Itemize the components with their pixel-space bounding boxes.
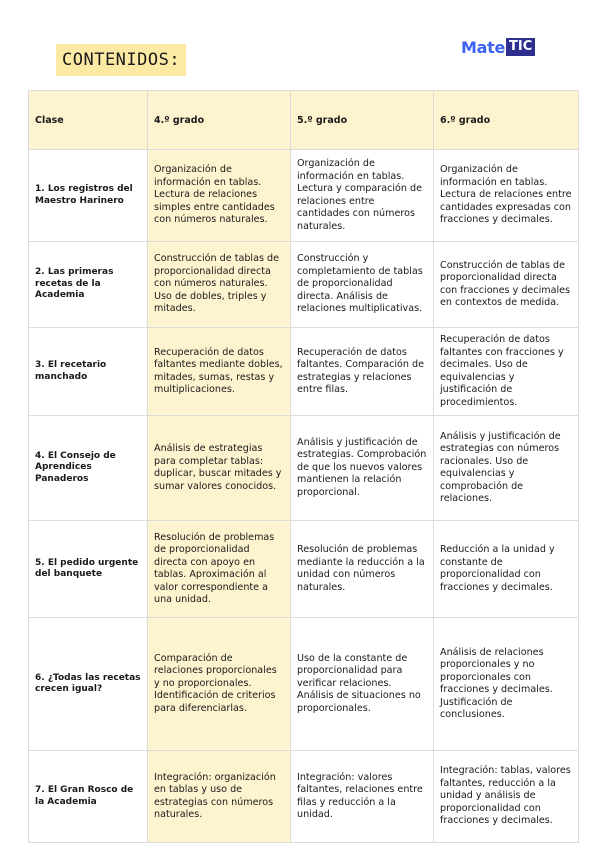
clase-cell: 2. Las primeras recetas de la Academia xyxy=(29,242,148,328)
grado-4-cell: Integración: organización en tablas y uso de estrategias con números naturales. xyxy=(148,751,291,843)
column-header-clase: Clase xyxy=(29,91,148,150)
table-row xyxy=(29,751,579,843)
contents-table xyxy=(28,90,579,843)
table-row xyxy=(29,150,579,242)
logo-text-tic: TIC xyxy=(506,38,535,56)
grado-6-cell: Construcción de tablas de proporcionalidad directa con fracciones y decimales en contextos de medida. xyxy=(434,242,579,328)
grado-6-cell: Recuperación de datos faltantes con fracciones y decimales. Uso de equivalencias y justificación de procedimientos. xyxy=(434,328,579,416)
clase-cell: 3. El recetario manchado xyxy=(29,328,148,416)
grado-6-cell: Organización de información en tablas. Lectura de relaciones entre cantidades expresadas con fracciones y decimales. xyxy=(434,150,579,242)
clase-cell: 5. El pedido urgente del banquete xyxy=(29,521,148,618)
clase-cell: 1. Los registros del Maestro Harinero xyxy=(29,150,148,242)
clase-cell: 7. El Gran Rosco de la Academia xyxy=(29,751,148,843)
table-row xyxy=(29,416,579,521)
column-header-4-grado: 4.º grado xyxy=(148,91,291,150)
table-row xyxy=(29,521,579,618)
grado-4-cell: Construcción de tablas de proporcionalidad directa con números naturales. Uso de dobles, triples y mitades. xyxy=(148,242,291,328)
table-row xyxy=(29,618,579,751)
table-header-row xyxy=(29,91,579,150)
grado-6-cell: Análisis de relaciones proporcionales y no proporcionales con fracciones y decimales. Justificación de conclusiones. xyxy=(434,618,579,751)
grado-5-cell: Organización de información en tablas. Lectura y comparación de relaciones entre cantidades con números naturales. xyxy=(291,150,434,242)
grado-4-cell: Organización de información en tablas. Lectura de relaciones simples entre cantidades con números naturales. xyxy=(148,150,291,242)
grado-5-cell: Recuperación de datos faltantes. Comparación de estrategias y relaciones entre filas. xyxy=(291,328,434,416)
table-row xyxy=(29,242,579,328)
grado-4-cell: Análisis de estrategias para completar tablas: duplicar, buscar mitades y sumar valores conocidos. xyxy=(148,416,291,521)
grado-4-cell: Recuperación de datos faltantes mediante dobles, mitades, sumas, restas y multiplicaciones. xyxy=(148,328,291,416)
grado-4-cell: Resolución de problemas de proporcionalidad directa con apoyo en tablas. Aproximación al valor correspondiente a una unidad. xyxy=(148,521,291,618)
grado-5-cell: Resolución de problemas mediante la reducción a la unidad con números naturales. xyxy=(291,521,434,618)
grado-5-cell: Uso de la constante de proporcionalidad para verificar relaciones. Análisis de situaciones no proporcionales. xyxy=(291,618,434,751)
matetic-logo xyxy=(461,37,535,57)
grado-4-cell: Comparación de relaciones proporcionales y no proporcionales. Identificación de criterios para diferenciarlas. xyxy=(148,618,291,751)
logo-text-mate: Mate xyxy=(461,37,506,57)
grado-6-cell: Análisis y justificación de estrategias con números racionales. Uso de equivalencias y comprobación de relaciones. xyxy=(434,416,579,521)
clase-cell: 6. ¿Todas las recetas crecen igual? xyxy=(29,618,148,751)
column-header-5-grado: 5.º grado xyxy=(291,91,434,150)
grado-6-cell: Reducción a la unidad y constante de proporcionalidad con fracciones y decimales. xyxy=(434,521,579,618)
grado-6-cell: Integración: tablas, valores faltantes, reducción a la unidad y análisis de proporcionalidad con fracciones y decimales. xyxy=(434,751,579,843)
page-title: CONTENIDOS: xyxy=(56,44,186,76)
column-header-6-grado: 6.º grado xyxy=(434,91,579,150)
grado-5-cell: Análisis y justificación de estrategias. Comprobación de que los nuevos valores mantienen la relación proporcional. xyxy=(291,416,434,521)
grado-5-cell: Integración: valores faltantes, relaciones entre filas y reducción a la unidad. xyxy=(291,751,434,843)
table-row xyxy=(29,328,579,416)
grado-5-cell: Construcción y completamiento de tablas de proporcionalidad directa. Análisis de relaciones multiplicativas. xyxy=(291,242,434,328)
clase-cell: 4. El Consejo de Aprendices Panaderos xyxy=(29,416,148,521)
